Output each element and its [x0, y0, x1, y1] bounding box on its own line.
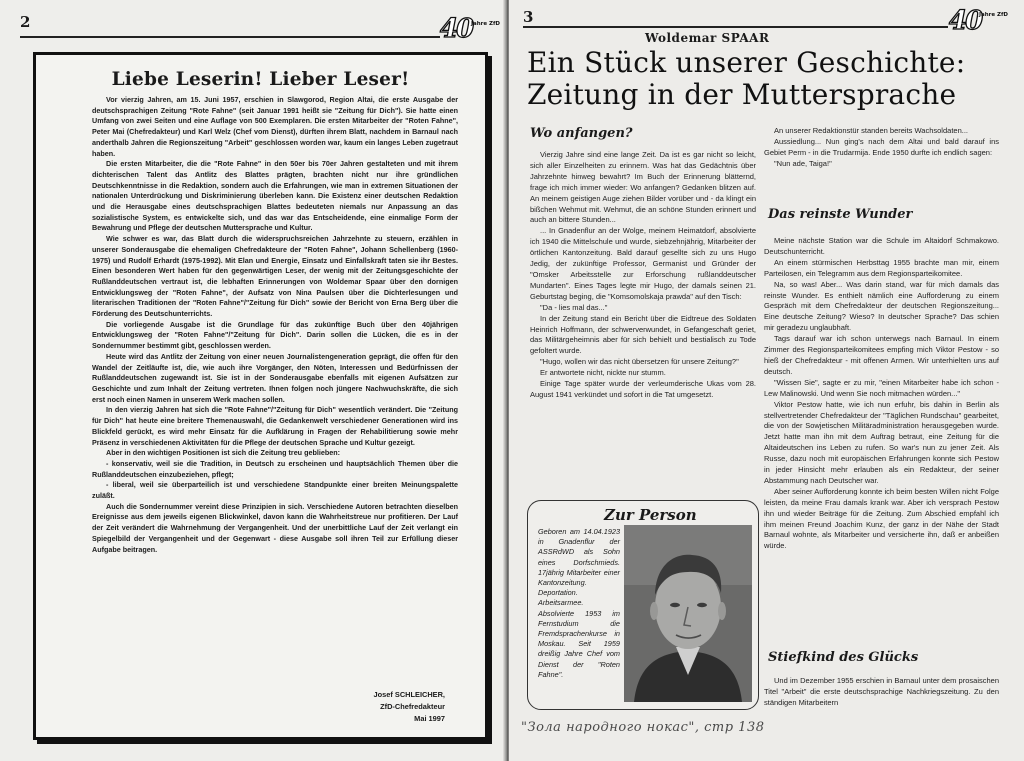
- right-page: [509, 0, 1024, 761]
- zur-person-bio: Geboren am 14.04.1923 in Gnadenflur der ASSRdWD als Sohn eines Dorfschmieds. 17jährig Mitarbeiter einer Kantonzeitung. Deportation. Arbeitsarmee. Absolvierte 1953 im Fernstudium die Fremdsprachenkurse in Moskau. Seit 1959 dreißig Jahre Chef vom Dienst der "Roten Fahne".: [538, 527, 620, 679]
- portrait-photo-icon: [624, 525, 752, 702]
- article-paragraph: Er antwortete nicht, nickte nur stumm.: [540, 368, 666, 378]
- logo-40-icon: 40: [949, 6, 982, 36]
- article-paragraph: Na, so was! Aber... Was darin stand, war für mich damals das reinste Wunder. Es enthielt nämlich eine Aufforderung zu einem Gespräch mit dem Chefredakteur der deutschen Regionszeitung... Eine deutsche Zeitung? Wieso? In deutscher Sprache? Das schien mir geradezu unglaubhaft.: [764, 279, 999, 333]
- handwritten-note: "Зола народного нокас", стр 138: [521, 720, 765, 735]
- article-paragraph: "Nun ade, Taiga!": [774, 158, 832, 168]
- signature-role: ZfD-Chefredakteur: [380, 702, 445, 711]
- portrait-photo-svg: [624, 525, 752, 702]
- article-paragraph: Vierzig Jahre sind eine lange Zeit. Da ist es gar nicht so leicht, sich aller Einzelheiten zu erinnern. Was hat das Gedächtnis über Jahrzehnte hinweg bewahrt? Im Buch der Erinnerung blätternd, frage ich mich immer wieder: Wo anfangen? Gedanken blitzen auf. An meinem geistigen Auge ziehen Bilder vorüber und - da klingt ein bißchen Wehmut mit. Wehmut, die an schöne Stunden erinnert und auch an bittere Stunden...: [530, 150, 756, 225]
- article-column-2-bottom: [764, 676, 999, 709]
- signature-date: Mai 1997: [414, 714, 445, 723]
- letter-paragraph: Die vorliegende Ausgabe ist die Grundlage für das zukünftige Buch über den 40jährigen Entwicklungsweg der "Roten Fahne"/"Zeitung für Dich". Darin sollen die Lücken, die es in der Sondernummer bestimmt gibt, geschlossen werden.: [92, 319, 458, 351]
- letter-paragraph: - konservativ, weil sie die Tradition, in Deutsch zu erscheinen und hauptsächlich Themen über die Rußlanddeutschen einzubeziehen, pflegt;: [92, 458, 458, 479]
- article-headline: [527, 47, 997, 111]
- editorial-letter: [33, 52, 488, 740]
- logo-tag: Jahre ZfD: [979, 12, 1008, 18]
- article-column-2-middle: [764, 236, 999, 552]
- page-number: 3: [523, 8, 534, 26]
- article-paragraph: Einige Tage später wurde der verleumderische Ukas vom 28. August 1941 verkündet und sofort in die Tat umgesetzt.: [530, 379, 756, 399]
- letter-paragraph: Auch die Sondernummer vereint diese Prinzipien in sich. Verschiedene Autoren betrachten dieselben Ereignisse aus dem jeweils eigenen Blickwinkel, davon kann die Wahrheitstreue nur profitieren. Der Lauf der Zeit verändert die Wahrnehmung der Vergangenheit. Und der unerbittliche Lauf der Zeit verlangt ein Spiegelbild der Vergangenheit und der Gegenwart - diese Ausgabe soll ihren Teil zur Erfüllung dieser Aufgabe beitragen.: [92, 501, 458, 554]
- letter-paragraph: Wie schwer es war, das Blatt durch die widerspruchsreichen Jahrzehnte zu steuern, erzählen in unserer Sonderausgabe die ehemaligen Chefredakteure der "Roten Fahne", Johann Schellenberg (1960-1975) und Rudolf Erhardt (1975-1992). Mit Elan und Energie, Einsatz und Einfallskraft taten sie ihr Bestes. Einen besonderen Wert haben für den gegenwärtigen Leser, der wenig mit der Zeitungsgeschichte der Rußlanddeutschen vertraut ist, die lebhaften Erinnerungen von Woldemar Spaar über den dornigen Entwicklungsweg der "Roten Fahne", der Aufsatz von Nina Paulsen über die Dichterlesungen und literarischen Traditionen der "Roten Fahne"/"Zeitung für Dich" sowie der Bericht von Erna Berg über die Förderung des Deutschunterrichts.: [92, 234, 458, 319]
- logo-tag: Jahre ZfD: [471, 21, 500, 27]
- article-paragraph: Viktor Pestow hatte, wie ich nun erfuhr, bis dahin in Berlin als stellvertretender Chefredakteur der "Täglichen Rundschau" gearbeitet, die von der Sowjetischen Militäradministration herausgegeben wurde. Jetzt hatte man ihn mit dem Auftrag betraut, eine Zeitung für die Altaideutschen ins Leben zu rufen. So war's nun zu jener Zeit. Als Russe, dazu noch mit europäischen Erfahrungen konnte sich Pestow in jeder Hinsicht mehr erlauben als ein Redakteur, der seiner Abstammung nach Deutscher war.: [764, 399, 999, 485]
- article-column-2-top: [764, 126, 999, 170]
- signature-name: Josef SCHLEICHER,: [373, 690, 445, 699]
- article-paragraph: Meine nächste Station war die Schule im Altaidorf Schmakowo. Deutschunterricht.: [764, 236, 999, 256]
- article-paragraph: Aussiedlung... Nun ging's nach dem Altai und bald darauf ins Gebiet Perm - in die Trudarmija. Ende 1950 durfte ich endlich sagen:: [764, 136, 999, 157]
- header-rule: [20, 36, 440, 38]
- zur-person-box: [527, 500, 759, 710]
- article-paragraph: An einem stürmischen Herbsttag 1955 brachte man mir, einem Parteilosen, ein Telegramm aus dem Regionsparteikomitee.: [764, 257, 999, 278]
- headline-line: Zeitung in der Muttersprache: [527, 78, 957, 111]
- letter-paragraph: Die ersten Mitarbeiter, die die "Rote Fahne" in den 50er bis 70er Jahren gestalteten und mit ihrem dichterischen Talent das Antlitz des Blattes prägten, brachten nicht nur ihre gründlichen Deutschkenntnisse in die Redaktion, sondern auch die Erfahrungen, wie man in extremen Situationen der nationalen Unterdrückung und Diskriminierung überleben kann. Die Existenz einer deutschen Redaktion und die Herausgabe eines deutschsprachigen Blattes bedeuteten niemals nur Anpassung an das sozialistische System, es entwickelte sich, und das war das Entscheidende, eine einmalige Form der Bewahrung und Pflege der deutschen Muttersprache und Kultur.: [92, 159, 458, 233]
- letter-paragraph: Vor vierzig Jahren, am 15. Juni 1957, erschien in Slawgorod, Region Altai, die erste Ausgabe der deutschsprachigen Zeitung "Rote Fahne" (seit Januar 1991 heißt sie "Zeitung für Dich"). Sie hatte einen Umfang von zwei Seiten und eine Auflage von 500 Exemplaren. Die ersten Mitarbeiter der "Roten Fahne", Peter Mai (Chefredakteur) und Karl Welz (Chef vom Dienst), dürften ihrem Blatt, nachdem in Barnaul nach anderthalb Jahren die Regionszeitung "Arbeit" geschlossen worden war, kaum ein langes Leben zugetraut haben.: [92, 95, 458, 158]
- subhead-reinste-wunder: Das reinste Wunder: [768, 207, 913, 222]
- article-column-1: [530, 150, 756, 401]
- article-author: Woldemar SPAAR: [645, 31, 770, 45]
- subhead-wo-anfangen: Wo anfangen?: [530, 126, 633, 141]
- letter-body: [92, 95, 458, 555]
- article-paragraph: "Da - lies mal das...": [540, 302, 608, 312]
- article-paragraph: ... In Gnadenflur an der Wolge, meinem Heimatdorf, absolvierte ich 1940 die Mittelschule und wurde, siebzehnjährig, Mitarbeiter der örtlichen Kantonzeitung. Bald darauf gesellte sich zu uns Hugo Jedig, der zukünftige Professor, Germanist und Gründer der "Omsker Arbeitsstelle zur Erforschung rußlanddeutscher Mundarten". Eines Tages legte mir Hugo, der damals seinen 21. Geburtstag beging, die "Komsomolskaja prawda" auf den Tisch:: [530, 226, 756, 301]
- zur-person-title: Zur Person: [598, 506, 703, 524]
- article-paragraph: Tags darauf war ich schon unterwegs nach Barnaul. In einem Zimmer des Regionsparteikomitees empfing mich Viktor Pestow - so hieß der Chefredakteur - mit offenen Armen. Wir unterhielten uns auf deutsch.: [764, 334, 999, 376]
- article-paragraph: In der Zeitung stand ein Bericht über die Eidtreue des Soldaten Heinrich Hoffmann, der schwerverwundet, in Gefangeschaft geriet, das Militärgeheimnis aber für sich behielt und bestialisch zu Tode gefoltert wurde.: [530, 313, 756, 356]
- left-page: [0, 0, 507, 761]
- subhead-stiefkind: Stiefkind des Glücks: [768, 650, 919, 665]
- article-paragraph: "Wissen Sie", sagte er zu mir, "einen Mitarbeiter habe ich schon - Lew Malinowski. Und wenn Sie noch mitmachen würden...": [764, 377, 999, 398]
- article-paragraph: Und im Dezember 1955 erschien in Barnaul unter dem prosaischen Titel "Arbeit" die erste deutschsprachige Nachkriegszeitung. Zu den ständigen Mitarbeitern: [764, 676, 999, 707]
- letter-paragraph: Aber in den wichtigen Positionen ist sich die Zeitung treu geblieben:: [106, 448, 341, 458]
- header-rule: [523, 26, 948, 28]
- headline-line: Ein Stück unserer Geschichte:: [527, 46, 966, 79]
- page-number: 2: [20, 13, 31, 31]
- logo-40-icon: 40: [440, 14, 473, 44]
- letter-signature: [374, 689, 445, 725]
- article-paragraph: "Hugo, wollen wir das nicht übersetzen für unsere Zeitung?": [540, 357, 739, 367]
- letter-title: Liebe Leserin! Lieber Leser!: [111, 69, 410, 90]
- letter-paragraph: In den vierzig Jahren hat sich die "Rote Fahne"/"Zeitung für Dich" wesentlich verändert. Die "Zeitung für Dich" hat heute eine breitere Themenauswahl, die Gedankenwelt verschiedener Generationen wird ins Blickfeld gerückt, es wird mehr Einsatz für die Aufklärung in Fragen der Rehabilitierung sowie mehr Präsenz in verschiedenen Aktivitäten für die Pflege der deutschen Sprache und Kultur gezeigt.: [92, 405, 458, 447]
- article-paragraph: Aber seiner Aufforderung konnte ich beim besten Willen nicht Folge leisten, da meine Frau damals krank war. Aber ich versprach Pestow ihn und wieder Beiträge für die Zeitung. Zum Abschied empfahl ich ihm meinen Freund Joachim Kunz, der ganz in der Nähe der Stadt Barnaul wohnte, als Mitarbeiter und versicherte ihn, daß er anbeißen würde.: [764, 486, 999, 551]
- letter-paragraph: - liberal, weil sie überparteilich ist und verschiedene Standpunkte einer breiten Meinungspalette zuläßt.: [92, 480, 458, 501]
- letter-paragraph: Heute wird das Antlitz der Zeitung von einer neuen Journalistengeneration geprägt, die offen für den Wandel der Zeitläufte ist, die, wie auch ihre Vorgänger, den Nöten, Interessen und Bedürfnissen der Rußlanddeutschen zugewandt ist. Sie ist in der Sonderausgabe ebenfalls mit eigenen Aufsätzen zur Geschichte und zum Inhalt der Zeitung vertreten. Ihnen folgen noch jüngere Nachwuchskräfte, die sich erst noch einen Namen in unserem Werk machen sollen.: [92, 351, 458, 404]
- article-paragraph: An unserer Redaktionstür standen bereits Wachsoldaten...: [774, 126, 968, 135]
